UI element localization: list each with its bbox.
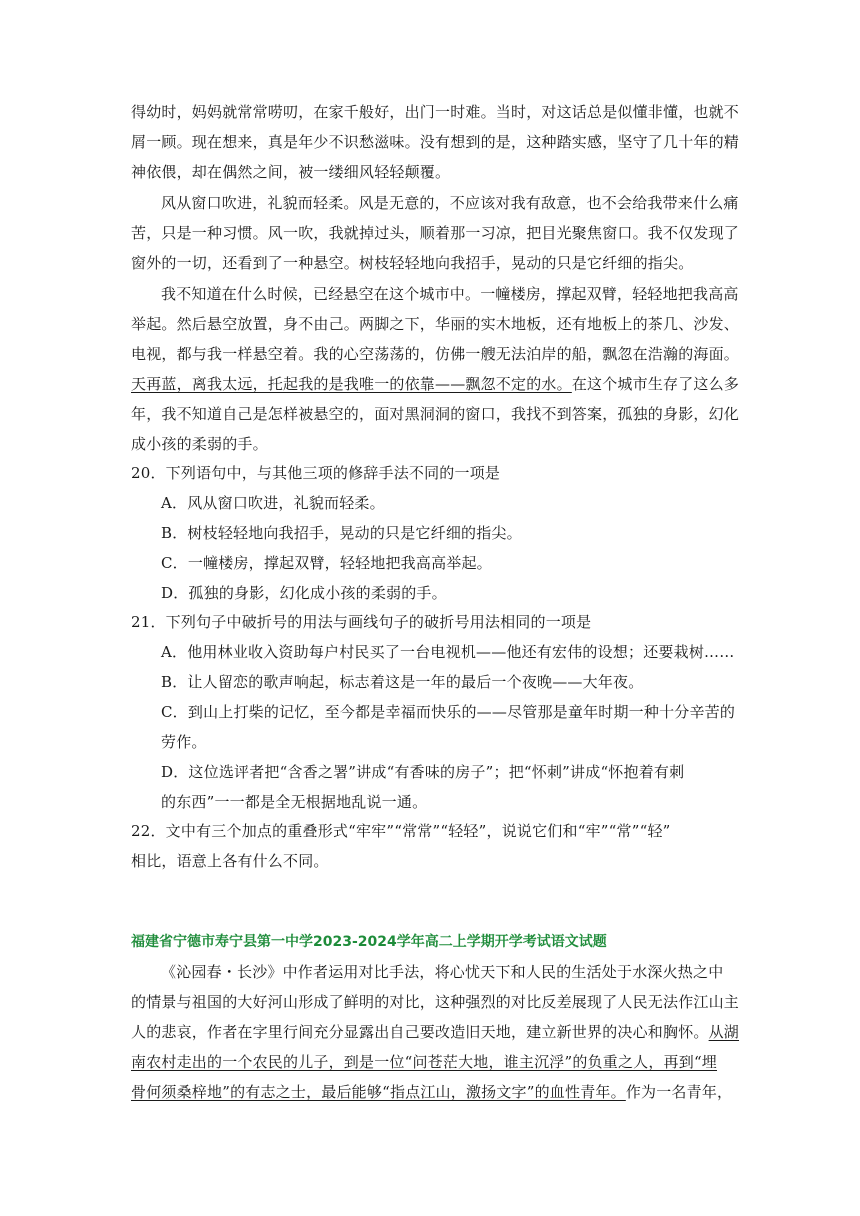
question-21-option-c-cont: 劳作。 (161, 733, 207, 751)
passage-line: 苦，只是一种习惯。风一吹，我就掉过头，顺着那一习凉，把目光聚焦窗口。我不仅发现了 (131, 224, 740, 242)
passage-line: 年，我不知道自己是怎样被悬空的，面对黑洞洞的窗口，我找不到答案，孤独的身影，幻化 (131, 405, 740, 423)
question-22-stem: 22．文中有三个加点的重叠形式“牢牢”“常常”“轻轻”，说说它们和“牢”“常”“轻” (131, 822, 671, 840)
passage-line-with-underline (131, 1082, 731, 1102)
section-heading: 福建省宁德市寿宁县第一中学2023-2024学年高二上学期开学考试语文试题 (131, 934, 607, 950)
passage-line-with-underline (131, 1022, 740, 1042)
passage-line: 成小孩的柔弱的手。 (131, 435, 268, 453)
question-20-option-c: C．一幢楼房，撑起双臂，轻轻地把我高高举起。 (161, 554, 492, 572)
question-21-stem: 21．下列句子中破折号的用法与画线句子的破折号用法相同的一项是 (131, 613, 592, 631)
passage-line: 《沁园春・长沙》中作者运用对比手法，将心忧天下和人民的生活处于水深火热之中 (161, 963, 724, 981)
passage-line: 神依偎，却在偶然之间，被一缕细风轻轻颠覆。 (131, 163, 451, 181)
underlined-sentence: 天再蓝，离我太远，托起我的是我唯一的依靠——飘忽不定的水。 (131, 375, 572, 393)
passage-line: 的情景与祖国的大好河山形成了鲜明的对比，这种强烈的对比反差展现了人民无法作江山主 (131, 993, 740, 1011)
passage-text: 作为一名青年， (625, 1083, 733, 1101)
passage-line: 我不知道在什么时候，已经悬空在这个城市中。一幢楼房，撑起双臂，轻轻地把我高高 (161, 285, 739, 303)
passage-line: 风从窗口吹进，礼貌而轻柔。风是无意的，不应该对我有敌意，也不会给我带来什么痛 (161, 194, 739, 212)
question-20-option-d: D．孤独的身影，幻化成小孩的柔弱的手。 (161, 584, 447, 602)
underlined-sentence: 骨何须桑梓地”的有志之士，最后能够“指点江山，激扬文字”的血性青年。 (131, 1083, 626, 1101)
question-21-option-c: C．到山上打柴的记忆，至今都是幸福而快乐的——尽管那是童年时期一种十分辛苦的 (161, 703, 736, 721)
underlined-sentence: 从湖 (708, 1023, 740, 1041)
passage-line-underlined (131, 1052, 731, 1072)
question-21-option-d-cont: 的东西”一一都是全无根据地乱说一通。 (161, 793, 428, 811)
passage-line: 屑一顾。现在想来，真是年少不识愁滋味。没有想到的是，这种踏实感，坚守了几十年的精 (131, 133, 740, 151)
question-22-stem-cont: 相比，语意上各有什么不同。 (131, 852, 329, 870)
question-21-option-a: A．他用林业收入资助每户村民买了一台电视机——他还有宏伟的设想；还要栽树…… (161, 643, 735, 661)
question-20-option-b: B．树枝轻轻地向我招手，晃动的只是它纤细的指尖。 (161, 524, 522, 542)
question-20-option-a: A．风从窗口吹进，礼貌而轻柔。 (161, 494, 385, 512)
question-21-option-d: D．这位选评者把“含香之署”讲成“有香味的房子”；把“怀刺”讲成“怀抱着有刺 (161, 763, 685, 781)
passage-line: 得幼时，妈妈就常常唠叨，在家千般好，出门一时难。当时，对这话总是似懂非懂，也就不 (131, 103, 740, 121)
passage-line: 举起。然后悬空放置，身不由己。两脚之下，华丽的实木地板，还有地板上的茶几、沙发、 (131, 315, 740, 333)
passage-text: 在这个城市生存了这么多 (571, 375, 740, 393)
question-20-stem: 20．下列语句中，与其他三项的修辞手法不同的一项是 (131, 464, 501, 482)
passage-text: 人的悲哀，作者在字里行间充分显露出自己要改造旧天地，建立新世界的决心和胸怀。 (131, 1023, 709, 1041)
passage-line-with-underline (131, 374, 740, 394)
passage-line: 电视，都与我一样悬空着。我的心空荡荡的，仿佛一艘无法泊岸的船，飘忽在浩瀚的海面。 (131, 345, 740, 363)
underlined-sentence: 南农村走出的一个农民的儿子，到是一位“问苍茫大地，谁主沉浮”的负重之人，再到“埋 (131, 1053, 718, 1071)
question-21-option-b: B．让人留恋的歌声响起，标志着这是一年的最后一个夜晚——大年夜。 (161, 673, 644, 691)
passage-line: 窗外的一切，还看到了一种悬空。树枝轻轻地向我招手，晃动的只是它纤细的指尖。 (131, 254, 694, 272)
